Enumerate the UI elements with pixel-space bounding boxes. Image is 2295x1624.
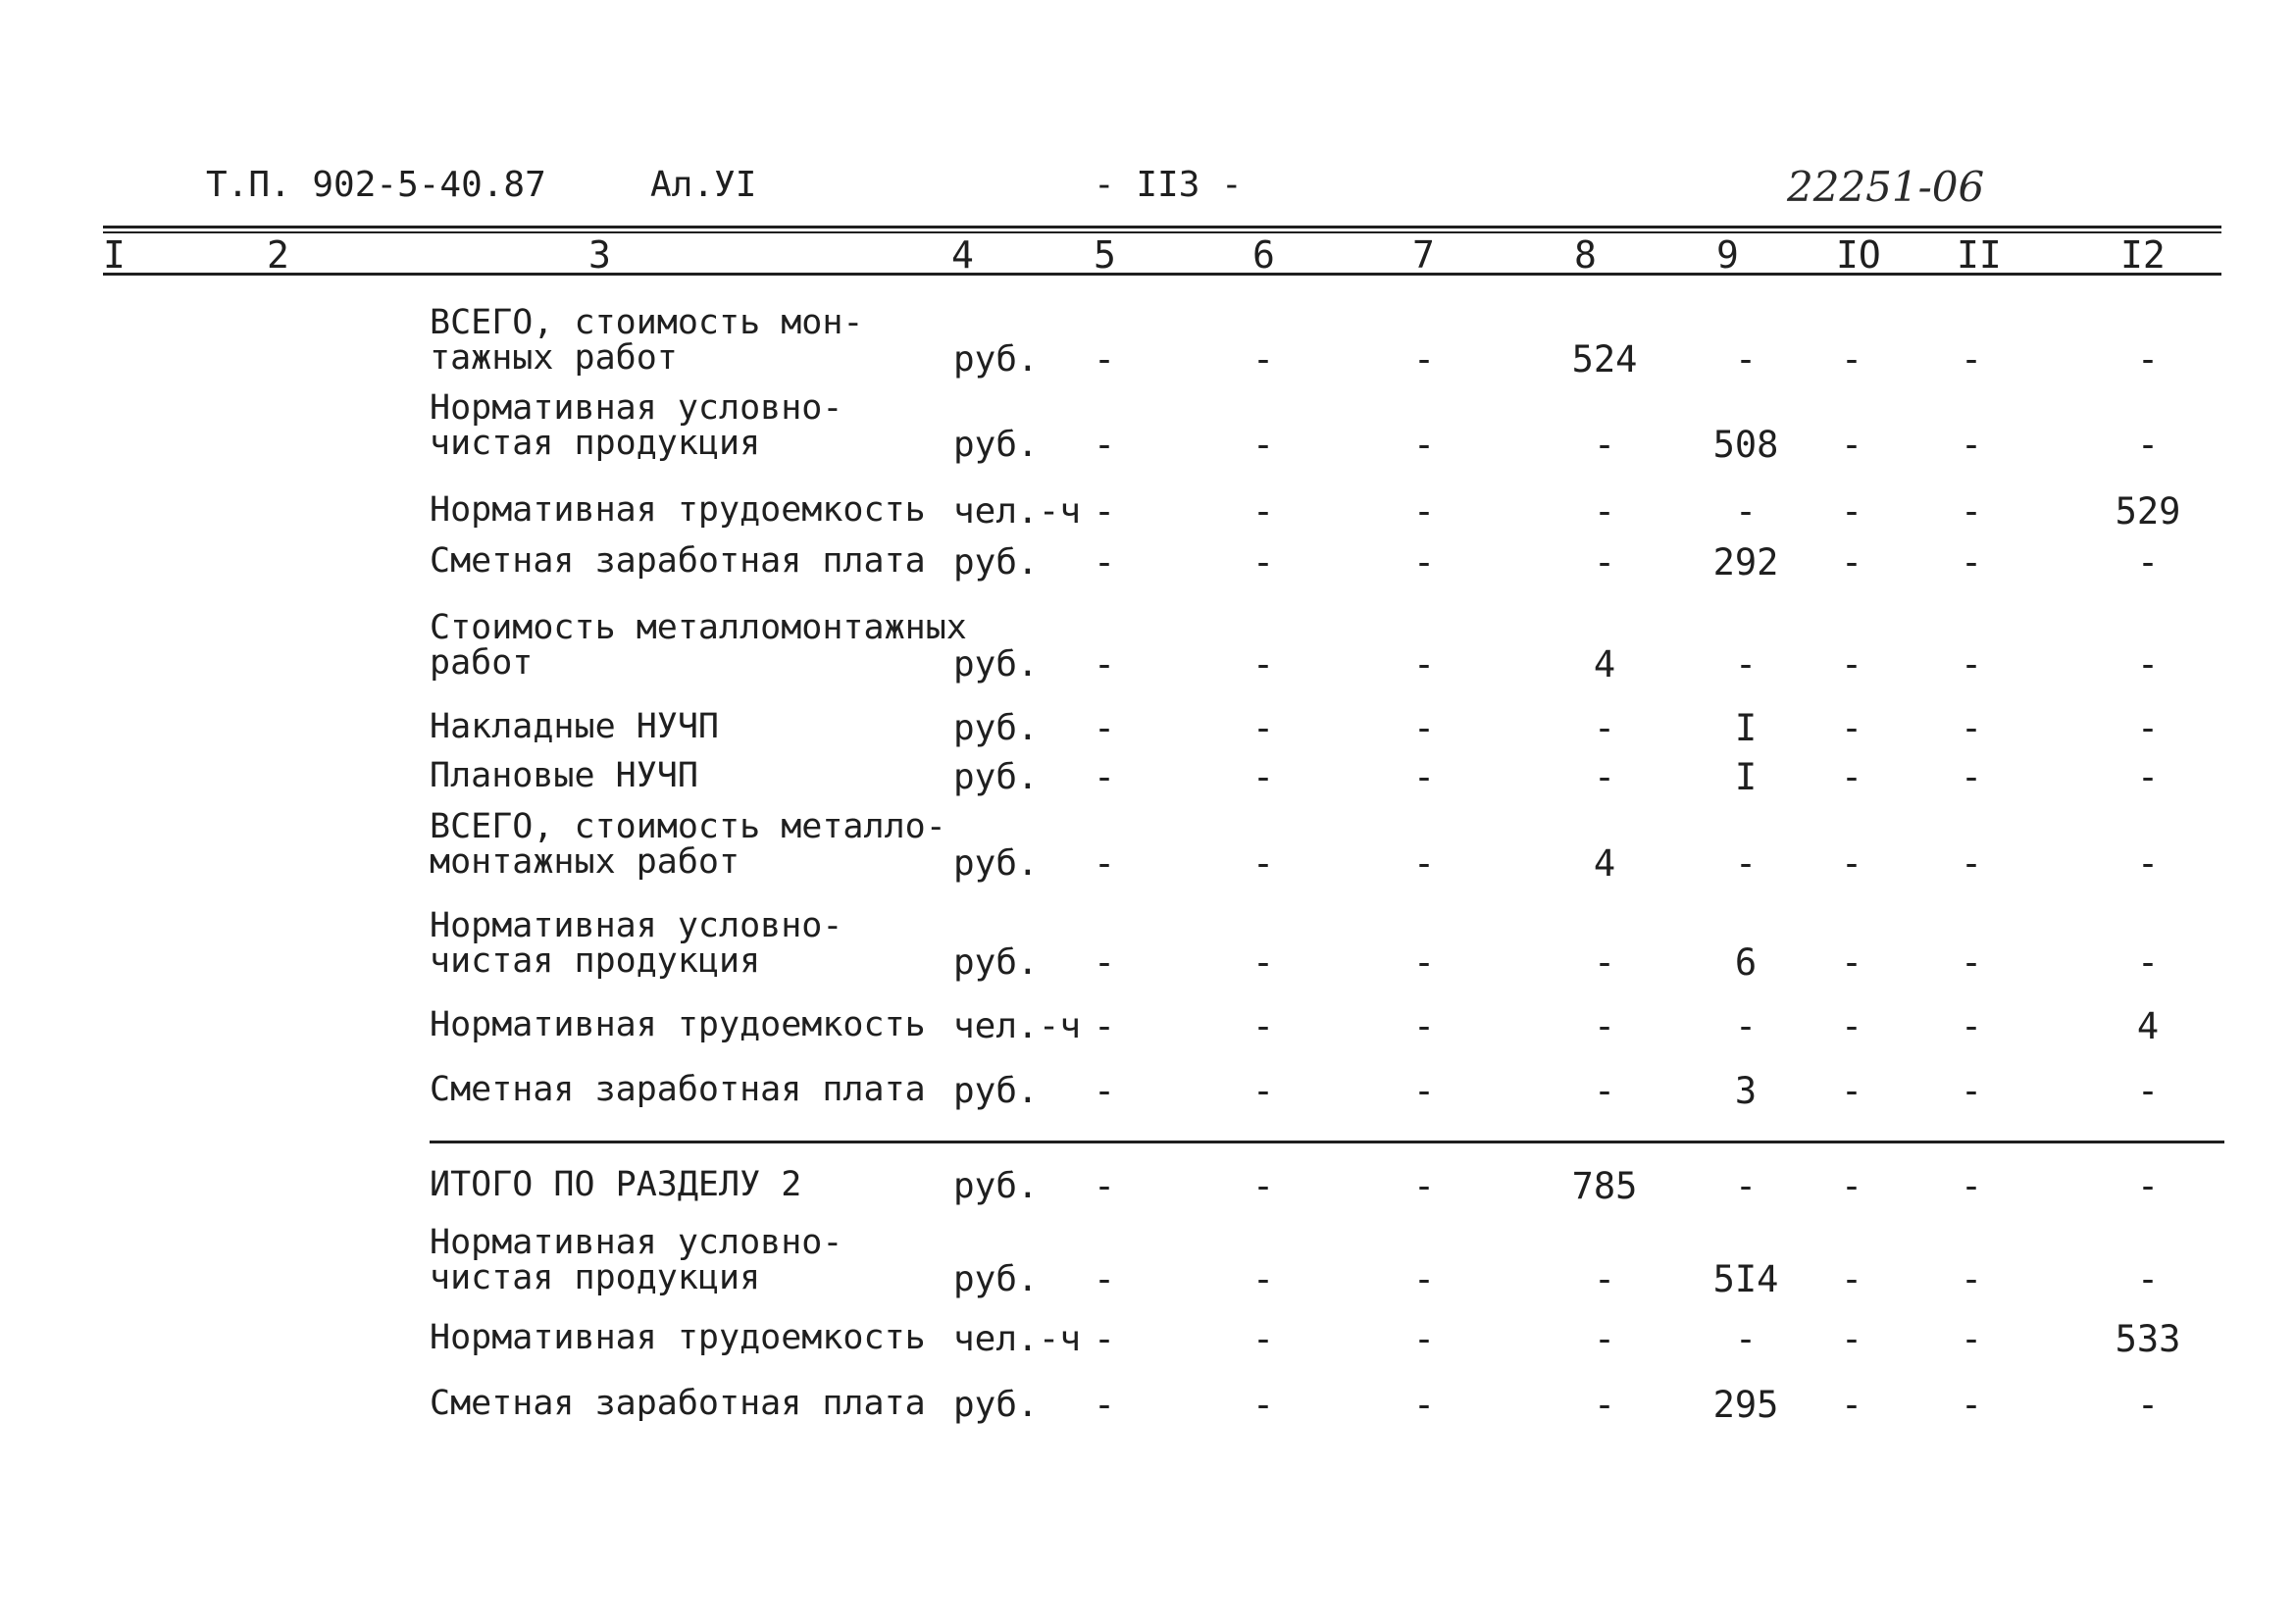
cell-c7: - xyxy=(1412,490,1436,533)
cell-c9: 508 xyxy=(1712,424,1779,466)
cell-c7: - xyxy=(1412,643,1436,685)
row-label-line: Сметная заработная плата xyxy=(430,1384,926,1423)
row-label-line: Сметная заработная плата xyxy=(430,1070,926,1109)
cell-c12: - xyxy=(2136,1070,2160,1112)
cell-c9: - xyxy=(1734,643,1758,685)
row-label-line: чистая продукция xyxy=(430,1258,761,1297)
row-label xyxy=(430,1007,926,1042)
cell-c6: - xyxy=(1251,490,1275,533)
row-unit: руб. xyxy=(953,757,1039,797)
cell-c7: - xyxy=(1412,1005,1436,1047)
cell-c6: - xyxy=(1251,941,1275,984)
row-unit: руб. xyxy=(953,843,1039,884)
cell-c8: - xyxy=(1593,1258,1616,1300)
cell-c6: - xyxy=(1251,1258,1275,1300)
section-divider xyxy=(430,1141,2224,1143)
cell-c10: - xyxy=(1840,424,1863,466)
header-rule-top-2 xyxy=(103,231,2221,233)
cell-c10: - xyxy=(1840,1005,1863,1047)
row-label-line: Нормативная условно- xyxy=(430,388,843,428)
cell-c8: - xyxy=(1593,941,1616,984)
row-label xyxy=(430,1386,926,1421)
row-unit: чел.-ч xyxy=(953,1006,1082,1046)
row-label xyxy=(430,305,864,376)
row-label-line: Нормативная трудоемкость xyxy=(430,490,926,530)
cell-c9: 292 xyxy=(1712,541,1779,584)
row-label-line: Нормативная условно- xyxy=(430,1223,843,1262)
cell-c9: - xyxy=(1734,1005,1758,1047)
row-unit: руб. xyxy=(953,542,1039,583)
row-label-line: ИТОГО ПО РАЗДЕЛУ 2 xyxy=(430,1165,802,1204)
cell-c12: - xyxy=(2136,842,2160,885)
row-label xyxy=(430,610,967,681)
cell-c6: - xyxy=(1251,1384,1275,1426)
cell-c12: - xyxy=(2136,707,2160,749)
cell-c7: - xyxy=(1412,941,1436,984)
cell-c8: - xyxy=(1593,707,1616,749)
row-label xyxy=(430,1167,801,1202)
row-label-line: Нормативная трудоемкость xyxy=(430,1318,926,1357)
cell-c6: - xyxy=(1251,1005,1275,1047)
cell-c11: - xyxy=(1960,541,1983,584)
row-unit: руб. xyxy=(953,339,1039,380)
column-number-4: 4 xyxy=(951,233,974,277)
cell-c9: 3 xyxy=(1734,1070,1758,1112)
cell-c9: 6 xyxy=(1734,941,1758,984)
cell-c9: - xyxy=(1734,842,1758,885)
cell-c5: - xyxy=(1093,1318,1116,1360)
cell-c7: - xyxy=(1412,756,1436,798)
cell-c12: - xyxy=(2136,941,2160,984)
column-number-5: 5 xyxy=(1094,233,1116,277)
cell-c12: 529 xyxy=(2115,490,2181,533)
cell-c8: - xyxy=(1593,756,1616,798)
column-number-9: 9 xyxy=(1716,233,1739,277)
column-number-10: IO xyxy=(1836,233,1881,277)
row-label xyxy=(430,908,842,979)
row-label-line: монтажных работ xyxy=(430,842,740,882)
row-label xyxy=(430,390,842,461)
row-label xyxy=(430,1072,926,1107)
cell-c7: - xyxy=(1412,1384,1436,1426)
row-label xyxy=(430,1320,926,1355)
cell-c8: - xyxy=(1593,424,1616,466)
cell-c5: - xyxy=(1093,1165,1116,1207)
cell-c6: - xyxy=(1251,338,1275,381)
row-unit: руб. xyxy=(953,1259,1039,1299)
column-number-2: 2 xyxy=(267,233,289,277)
cell-c11: - xyxy=(1960,1384,1983,1426)
cell-c9: - xyxy=(1734,1318,1758,1360)
cell-c5: - xyxy=(1093,1005,1116,1047)
cell-c6: - xyxy=(1251,756,1275,798)
cell-c11: - xyxy=(1960,1165,1983,1207)
row-unit: руб. xyxy=(953,708,1039,748)
album-number: Ал.УI xyxy=(650,165,757,205)
cell-c11: - xyxy=(1960,1318,1983,1360)
cell-c11: - xyxy=(1960,756,1983,798)
row-label xyxy=(430,758,698,793)
cell-c7: - xyxy=(1412,707,1436,749)
cell-c5: - xyxy=(1093,1070,1116,1112)
cell-c9: - xyxy=(1734,1165,1758,1207)
cell-c12: - xyxy=(2136,338,2160,381)
row-label-line: Сметная заработная плата xyxy=(430,541,926,581)
column-number-6: 6 xyxy=(1252,233,1275,277)
cell-c8: 785 xyxy=(1571,1165,1638,1207)
column-number-12: I2 xyxy=(2120,233,2166,277)
cell-c9: - xyxy=(1734,338,1758,381)
row-label-line: ВСЕГО, стоимость металло- xyxy=(430,807,946,846)
cell-c12: 4 xyxy=(2136,1005,2160,1047)
row-unit: руб. xyxy=(953,1385,1039,1425)
cell-c5: - xyxy=(1093,707,1116,749)
cell-c8: - xyxy=(1593,490,1616,533)
cell-c7: - xyxy=(1412,338,1436,381)
cell-c11: - xyxy=(1960,338,1983,381)
page-number: - II3 - xyxy=(1094,165,1243,205)
cell-c7: - xyxy=(1412,541,1436,584)
column-number-8: 8 xyxy=(1574,233,1597,277)
cell-c8: - xyxy=(1593,1384,1616,1426)
row-label xyxy=(430,543,926,579)
row-label xyxy=(430,709,719,744)
cell-c6: - xyxy=(1251,1318,1275,1360)
cell-c6: - xyxy=(1251,643,1275,685)
row-label-line: тажных работ xyxy=(430,338,678,378)
cell-c7: - xyxy=(1412,1070,1436,1112)
cell-c7: - xyxy=(1412,842,1436,885)
cell-c10: - xyxy=(1840,1384,1863,1426)
row-unit: руб. xyxy=(953,425,1039,465)
cell-c11: - xyxy=(1960,424,1983,466)
cell-c10: - xyxy=(1840,490,1863,533)
cell-c5: - xyxy=(1093,643,1116,685)
row-unit: руб. xyxy=(953,1071,1039,1111)
cell-c6: - xyxy=(1251,842,1275,885)
cell-c6: - xyxy=(1251,424,1275,466)
cell-c6: - xyxy=(1251,1165,1275,1207)
cell-c12: - xyxy=(2136,1384,2160,1426)
cell-c10: - xyxy=(1840,541,1863,584)
cell-c10: - xyxy=(1840,707,1863,749)
row-unit: руб. xyxy=(953,942,1039,983)
cell-c10: - xyxy=(1840,1165,1863,1207)
inventory-number: 22251-06 xyxy=(1787,163,1985,211)
cell-c9: - xyxy=(1734,490,1758,533)
column-number-3: 3 xyxy=(588,233,611,277)
row-label-line: Нормативная трудоемкость xyxy=(430,1005,926,1044)
cell-c10: - xyxy=(1840,1070,1863,1112)
cell-c5: - xyxy=(1093,541,1116,584)
cell-c10: - xyxy=(1840,1318,1863,1360)
row-label xyxy=(430,809,946,880)
cell-c10: - xyxy=(1840,1258,1863,1300)
cell-c12: - xyxy=(2136,756,2160,798)
cell-c10: - xyxy=(1840,842,1863,885)
cell-c5: - xyxy=(1093,1258,1116,1300)
column-number-7: 7 xyxy=(1412,233,1435,277)
row-label-line: чистая продукция xyxy=(430,424,761,463)
cell-c9: I xyxy=(1734,756,1758,798)
cell-c5: - xyxy=(1093,338,1116,381)
cell-c11: - xyxy=(1960,490,1983,533)
row-unit: чел.-ч xyxy=(953,1319,1082,1359)
cell-c5: - xyxy=(1093,941,1116,984)
cell-c12: 533 xyxy=(2115,1318,2181,1360)
cell-c5: - xyxy=(1093,756,1116,798)
row-unit: руб. xyxy=(953,644,1039,685)
cell-c5: - xyxy=(1093,424,1116,466)
cell-c10: - xyxy=(1840,338,1863,381)
cell-c8: - xyxy=(1593,541,1616,584)
cell-c7: - xyxy=(1412,424,1436,466)
cell-c10: - xyxy=(1840,941,1863,984)
cell-c11: - xyxy=(1960,1070,1983,1112)
row-label-line: чистая продукция xyxy=(430,941,761,981)
cell-c11: - xyxy=(1960,707,1983,749)
row-unit: чел.-ч xyxy=(953,491,1082,532)
cell-c12: - xyxy=(2136,541,2160,584)
cell-c8: 524 xyxy=(1571,338,1638,381)
row-label-line: Плановые НУЧП xyxy=(430,756,698,795)
row-unit: руб. xyxy=(953,1166,1039,1206)
column-number-11: II xyxy=(1957,233,2002,277)
cell-c9: I xyxy=(1734,707,1758,749)
cell-c8: 4 xyxy=(1593,842,1616,885)
cell-c8: - xyxy=(1593,1070,1616,1112)
row-label xyxy=(430,492,926,528)
row-label-line: Стоимость металломонтажных xyxy=(430,608,967,647)
cell-c11: - xyxy=(1960,1005,1983,1047)
row-label-line: работ xyxy=(430,643,534,683)
column-number-1: I xyxy=(103,233,126,277)
cell-c8: - xyxy=(1593,1005,1616,1047)
cell-c12: - xyxy=(2136,1258,2160,1300)
cell-c7: - xyxy=(1412,1165,1436,1207)
document-code: Т.П. 902-5-40.87 xyxy=(206,165,546,205)
cell-c6: - xyxy=(1251,1070,1275,1112)
cell-c6: - xyxy=(1251,707,1275,749)
row-label-line: Накладные НУЧП xyxy=(430,707,720,746)
cell-c11: - xyxy=(1960,643,1983,685)
cell-c10: - xyxy=(1840,756,1863,798)
cell-c11: - xyxy=(1960,1258,1983,1300)
cell-c5: - xyxy=(1093,842,1116,885)
cell-c10: - xyxy=(1840,643,1863,685)
cell-c12: - xyxy=(2136,1165,2160,1207)
row-label-line: Нормативная условно- xyxy=(430,906,843,945)
row-label-line: ВСЕГО, стоимость мон- xyxy=(430,303,864,342)
cell-c12: - xyxy=(2136,643,2160,685)
cell-c6: - xyxy=(1251,541,1275,584)
cell-c5: - xyxy=(1093,1384,1116,1426)
cell-c11: - xyxy=(1960,941,1983,984)
cell-c9: 5I4 xyxy=(1712,1258,1779,1300)
header-rule-top-1 xyxy=(103,226,2221,228)
cell-c7: - xyxy=(1412,1258,1436,1300)
cell-c9: 295 xyxy=(1712,1384,1779,1426)
cell-c12: - xyxy=(2136,424,2160,466)
cell-c5: - xyxy=(1093,490,1116,533)
cell-c8: 4 xyxy=(1593,643,1616,685)
cell-c11: - xyxy=(1960,842,1983,885)
cell-c7: - xyxy=(1412,1318,1436,1360)
cell-c8: - xyxy=(1593,1318,1616,1360)
header-rule-bottom xyxy=(103,273,2221,276)
row-label xyxy=(430,1225,842,1295)
